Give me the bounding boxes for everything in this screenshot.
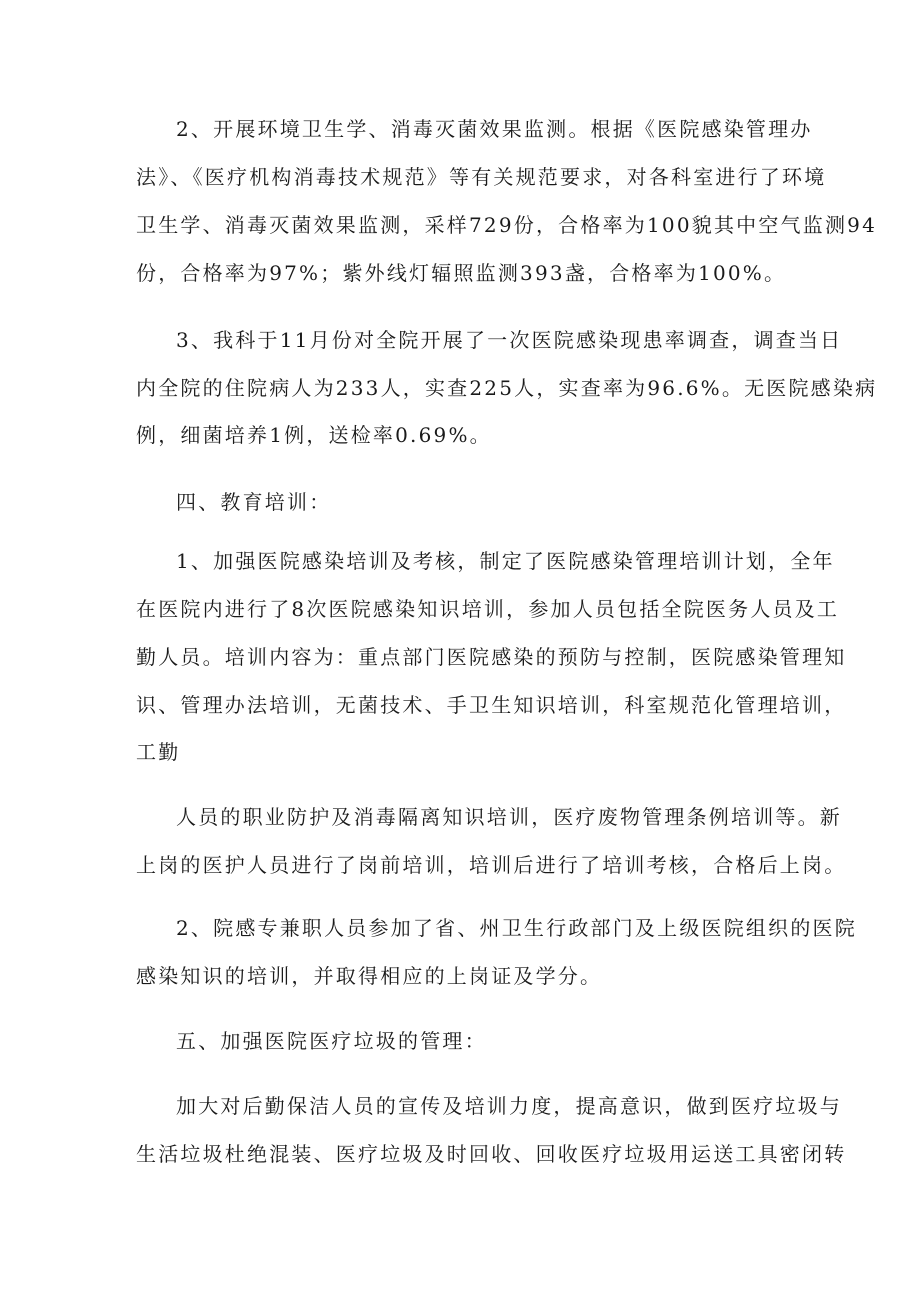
paragraph-line: 法》、《医疗机构消毒技术规范》等有关规范要求，对各科室进行了环境	[136, 165, 827, 189]
paragraph-line: 在医院内进行了8次医院感染知识培训，参加人员包括全院医务人员及工	[136, 597, 840, 621]
paragraph-line: 内全院的住院病人为233人，实查225人，实查率为96.6%。无医院感染病	[136, 376, 878, 400]
paragraph-line: 卫生学、消毒灭菌效果监测，采样729份，合格率为100貌其中空气监测94	[136, 213, 877, 237]
section-heading: 四、教育培训：	[176, 490, 332, 514]
paragraph-line: 份，合格率为97%；紫外线灯辐照监测393盏，合格率为100%。	[136, 261, 787, 285]
paragraph-line: 感染知识的培训，并取得相应的上岗证及学分。	[136, 964, 603, 988]
paragraph-line: 1、加强医院感染培训及考核，制定了医院感染管理培训计划，全年	[176, 549, 835, 573]
paragraph-line: 加大对后勤保洁人员的宣传及培训力度，提高意识，做到医疗垃圾与	[176, 1094, 842, 1118]
paragraph-line: 勤人员。培训内容为：重点部门医院感染的预防与控制，医院感染管理知	[136, 645, 847, 669]
paragraph-line: 上岗的医护人员进行了岗前培训，培训后进行了培训考核，合格后上岗。	[136, 853, 847, 877]
paragraph-line: 工勤	[136, 740, 181, 764]
paragraph-line: 生活垃圾杜绝混装、医疗垃圾及时回收、回收医疗垃圾用运送工具密闭转	[136, 1142, 847, 1166]
paragraph-line: 例，细菌培养1例，送检率0.69%。	[136, 423, 492, 447]
paragraph-line: 识、管理办法培训，无菌技术、手卫生知识培训，科室规范化管理培训，	[136, 693, 847, 717]
section-heading: 五、加强医院医疗垃圾的管理：	[176, 1029, 487, 1053]
paragraph-line: 2、院感专兼职人员参加了省、州卫生行政部门及上级医院组织的医院	[176, 916, 857, 940]
paragraph-line: 3、我科于11月份对全院开展了一次医院感染现患率调查，调查当日	[176, 328, 843, 352]
paragraph-line: 2、开展环境卫生学、消毒灭菌效果监测。根据《医院感染管理办	[176, 117, 813, 141]
paragraph-line: 人员的职业防护及消毒隔离知识培训，医疗废物管理条例培训等。新	[176, 805, 842, 829]
